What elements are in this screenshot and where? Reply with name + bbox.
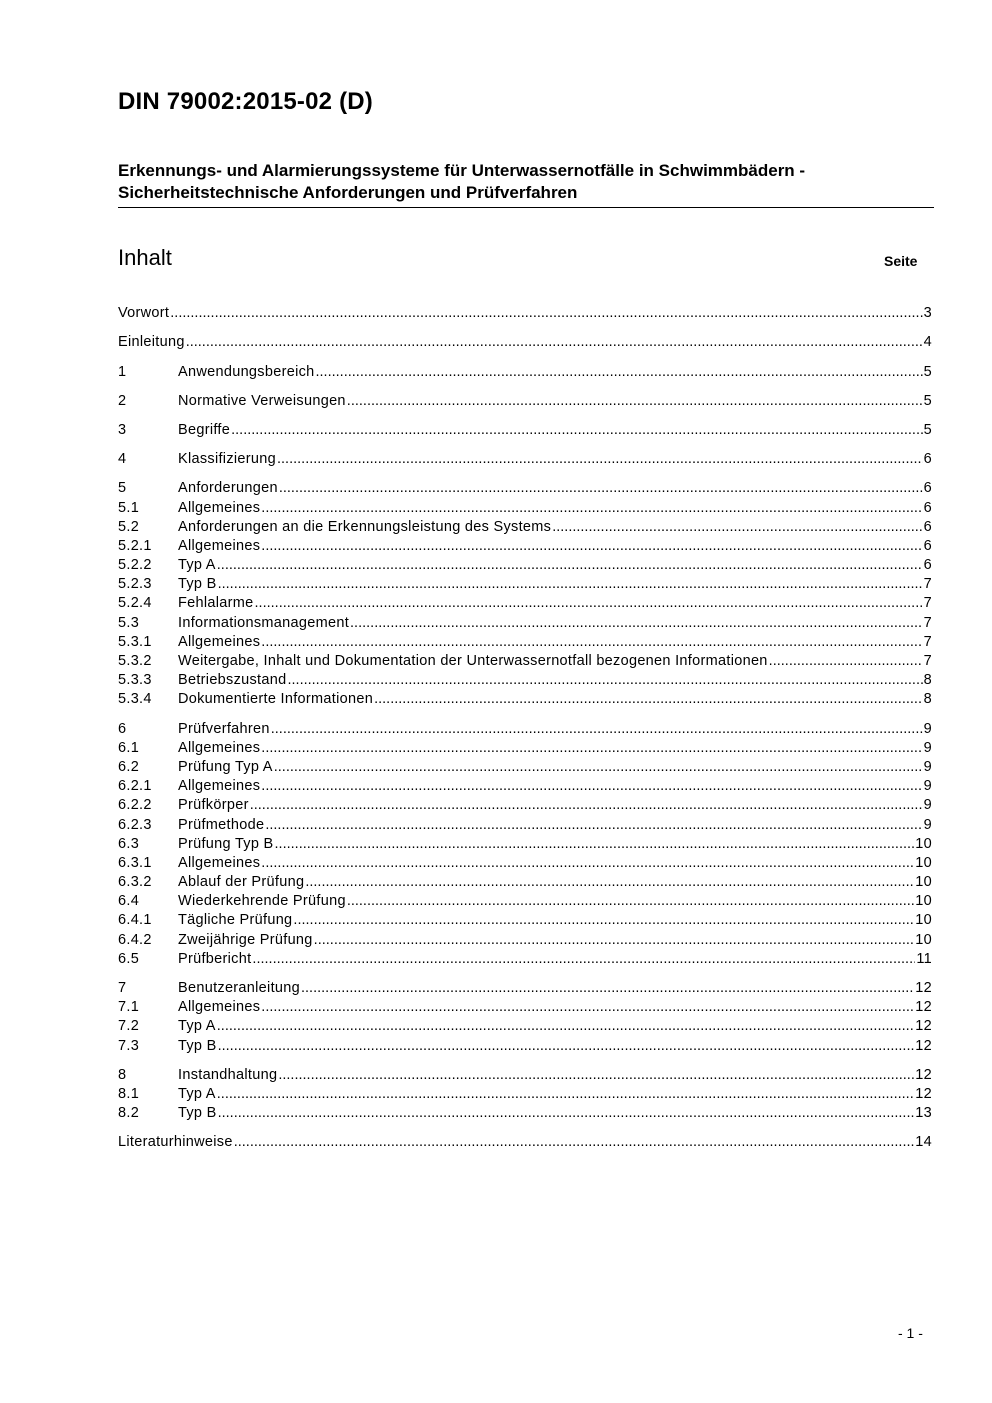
toc-entry[interactable] bbox=[118, 496, 932, 515]
toc-entry[interactable] bbox=[118, 573, 932, 592]
toc-entry-number: 6.2.2 bbox=[118, 797, 152, 814]
toc-entry[interactable] bbox=[118, 688, 932, 707]
toc-entry[interactable] bbox=[118, 775, 932, 794]
toc-entry-page: 6 bbox=[923, 518, 932, 535]
toc-entry-page: 12 bbox=[915, 999, 932, 1016]
toc-entry-page: 9 bbox=[923, 758, 932, 775]
toc-entry-number: 7.3 bbox=[118, 1037, 140, 1054]
toc-entry[interactable] bbox=[118, 419, 932, 438]
toc-dot-leader bbox=[261, 778, 922, 794]
toc-dot-leader bbox=[275, 836, 915, 852]
toc-dot-leader bbox=[261, 855, 914, 871]
toc-entry-title: Allgemeines bbox=[178, 999, 261, 1016]
toc-entry-number: 7.2 bbox=[118, 1018, 140, 1035]
toc-entry-number: 6.2.1 bbox=[118, 778, 152, 795]
toc-entry-number: 6.5 bbox=[118, 950, 140, 967]
toc-entry[interactable] bbox=[118, 871, 932, 890]
toc-entry-number: 7.1 bbox=[118, 999, 140, 1016]
toc-entry-number: 5.3.4 bbox=[118, 691, 152, 708]
toc-entry-title: Prüfung Typ B bbox=[178, 835, 274, 852]
toc-entry-page: 12 bbox=[915, 1018, 932, 1035]
toc-entry-title: Allgemeines bbox=[178, 633, 261, 650]
toc-entry[interactable] bbox=[118, 477, 932, 496]
toc-dot-leader bbox=[231, 422, 923, 438]
toc-entry-number: 6.4 bbox=[118, 893, 140, 910]
toc-dot-leader bbox=[261, 634, 922, 650]
toc-entry-number: 4 bbox=[118, 451, 127, 468]
toc-entry[interactable] bbox=[118, 996, 932, 1015]
toc-entry[interactable] bbox=[118, 756, 932, 775]
toc-entry-title: Normative Verweisungen bbox=[178, 392, 346, 409]
toc-dot-leader bbox=[305, 874, 914, 890]
document-title-line-1: Erkennungs- und Alarmierungssysteme für Unterwassernotfälle in Schwimmbädern - bbox=[118, 161, 806, 180]
toc-dot-leader bbox=[250, 797, 923, 813]
toc-entry-page: 8 bbox=[923, 672, 932, 689]
toc-entry-page: 10 bbox=[915, 893, 932, 910]
toc-entry-page: 10 bbox=[915, 874, 932, 891]
toc-entry-title: Weitergabe, Inhalt und Dokumentation der Unterwassernotfall bezogenen Informationen bbox=[178, 653, 768, 669]
toc-entry[interactable] bbox=[118, 448, 932, 467]
toc-dot-leader bbox=[274, 759, 923, 775]
toc-entry-title: Ablauf der Prüfung bbox=[178, 874, 305, 891]
toc-entry-title: Benutzeranleitung bbox=[178, 980, 300, 996]
toc-entry-number: 5.3 bbox=[118, 614, 140, 631]
toc-dot-leader bbox=[271, 721, 923, 737]
toc-entry-number: 5.2.3 bbox=[118, 576, 152, 593]
toc-dot-leader bbox=[374, 691, 923, 707]
toc-entry-page: 12 bbox=[915, 1037, 932, 1054]
toc-dot-leader bbox=[314, 932, 915, 948]
toc-dot-leader bbox=[277, 451, 923, 467]
toc-dot-leader bbox=[347, 393, 923, 409]
document-title bbox=[118, 160, 934, 208]
toc-entry-title: Fehlalarme bbox=[178, 595, 254, 612]
toc-entry[interactable] bbox=[118, 948, 932, 967]
toc-entry-page: 7 bbox=[923, 633, 932, 650]
toc-entry-title: Prüfung Typ A bbox=[178, 758, 273, 775]
toc-dot-leader bbox=[279, 480, 923, 496]
toc-entry-title: Klassifizierung bbox=[178, 451, 276, 468]
toc-entry-page: 13 bbox=[915, 1105, 932, 1122]
toc-entry-number: 5.2.2 bbox=[118, 557, 152, 574]
toc-entry[interactable] bbox=[118, 554, 932, 573]
toc-entry-number: 2 bbox=[118, 392, 127, 409]
toc-entry[interactable] bbox=[118, 1015, 932, 1034]
toc-dot-leader bbox=[316, 364, 923, 380]
toc-dot-leader bbox=[347, 893, 914, 909]
toc-entry-title: Tägliche Prüfung bbox=[178, 912, 293, 929]
toc-entry-title: Allgemeines bbox=[178, 537, 261, 554]
toc-entry[interactable] bbox=[118, 650, 932, 669]
document-title-line-2: Sicherheitstechnische Anforderungen und Prüfverfahren bbox=[118, 183, 578, 202]
toc-entry-number: 6.3.1 bbox=[118, 854, 152, 871]
toc-entry-page: 9 bbox=[923, 720, 932, 737]
toc-dot-leader bbox=[261, 999, 914, 1015]
toc-entry[interactable] bbox=[118, 928, 932, 947]
toc-dot-leader bbox=[186, 334, 923, 350]
toc-dot-leader bbox=[218, 576, 923, 592]
toc-entry-page: 10 bbox=[915, 835, 932, 852]
toc-dot-leader bbox=[265, 817, 922, 833]
toc-entry-title: Typ A bbox=[178, 557, 216, 574]
toc-entry-title: Anwendungsbereich bbox=[178, 363, 315, 380]
toc-entry-number: 7 bbox=[118, 980, 127, 996]
toc-entry-page: 9 bbox=[923, 778, 932, 795]
toc-entry-title: Anforderungen an die Erkennungsleistung des Systems bbox=[178, 518, 552, 535]
toc-entry-page: 11 bbox=[916, 950, 932, 967]
toc-entry-number: 6.3.2 bbox=[118, 874, 152, 891]
toc-dot-leader bbox=[261, 538, 922, 554]
toc-entry-title: Informationsmanagement bbox=[178, 614, 350, 631]
toc-entry-page: 12 bbox=[915, 1085, 932, 1102]
toc-entry-title: Allgemeines bbox=[178, 854, 261, 871]
toc-entry-page: 7 bbox=[923, 576, 932, 593]
toc-entry-number: 6.2.3 bbox=[118, 816, 152, 833]
toc-entry[interactable] bbox=[118, 1131, 932, 1150]
toc-entry-number: 6.4.1 bbox=[118, 912, 152, 929]
toc-entry[interactable] bbox=[118, 909, 932, 928]
toc-entry-page: 7 bbox=[923, 614, 932, 631]
toc-entry-title: Typ B bbox=[178, 576, 217, 593]
toc-entry-page: 10 bbox=[915, 912, 932, 929]
toc-entry[interactable] bbox=[118, 833, 932, 852]
toc-entry-page: 6 bbox=[923, 557, 932, 574]
toc-entry-number: 5.2.4 bbox=[118, 595, 152, 612]
toc-entry-title: Prüfverfahren bbox=[178, 720, 270, 737]
toc-entry-title: Zweijährige Prüfung bbox=[178, 931, 313, 948]
toc-entry-page: 9 bbox=[923, 739, 932, 756]
toc-entry-number: 5.3.2 bbox=[118, 653, 152, 669]
toc-entry[interactable] bbox=[118, 1034, 932, 1053]
toc-entry[interactable] bbox=[118, 611, 932, 630]
page-number: - 1 - bbox=[898, 1325, 923, 1341]
toc-entry[interactable] bbox=[118, 360, 932, 379]
toc-entry-page: 5 bbox=[923, 363, 932, 380]
toc-entry-page: 6 bbox=[923, 499, 932, 516]
toc-entry-title: Begriffe bbox=[178, 421, 231, 438]
toc-entry-title: Betriebszustand bbox=[178, 672, 287, 689]
toc-entry-title: Vorwort bbox=[118, 305, 170, 322]
toc-entry-number: 6.2 bbox=[118, 758, 140, 775]
toc-entry-title: Wiederkehrende Prüfung bbox=[178, 893, 346, 910]
table-of-contents bbox=[118, 302, 932, 1150]
toc-entry-number: 6.1 bbox=[118, 739, 140, 756]
toc-dot-leader bbox=[287, 672, 922, 688]
toc-entry[interactable] bbox=[118, 1102, 932, 1121]
toc-entry-page: 5 bbox=[923, 392, 932, 409]
toc-entry-title: Prüfkörper bbox=[178, 797, 249, 814]
toc-entry-page: 7 bbox=[923, 595, 932, 612]
toc-entry-number: 5.2.1 bbox=[118, 537, 152, 554]
toc-entry-page: 10 bbox=[915, 854, 932, 871]
toc-entry-page: 10 bbox=[915, 931, 932, 948]
toc-entry-title: Dokumentierte Informationen bbox=[178, 691, 374, 708]
toc-entry-title: Allgemeines bbox=[178, 739, 261, 756]
toc-entry-page: 12 bbox=[915, 980, 932, 996]
toc-entry-title: Prüfmethode bbox=[178, 816, 265, 833]
toc-entry-number: 6.4.2 bbox=[118, 931, 152, 948]
document-id: DIN 79002:2015-02 (D) bbox=[118, 88, 373, 115]
toc-entry-title: Einleitung bbox=[118, 334, 185, 351]
toc-entry[interactable] bbox=[118, 302, 932, 321]
toc-entry[interactable] bbox=[118, 794, 932, 813]
toc-entry-title: Instandhaltung bbox=[178, 1066, 278, 1083]
toc-entry-title: Typ A bbox=[178, 1018, 216, 1035]
toc-dot-leader bbox=[278, 1067, 914, 1083]
toc-entry-title: Typ B bbox=[178, 1105, 217, 1122]
toc-dot-leader bbox=[261, 500, 922, 516]
toc-heading: Inhalt bbox=[118, 245, 172, 270]
toc-entry[interactable] bbox=[118, 890, 932, 909]
toc-dot-leader bbox=[552, 519, 922, 535]
toc-entry-title: Allgemeines bbox=[178, 499, 261, 516]
toc-entry-number: 5.2 bbox=[118, 518, 140, 535]
toc-entry[interactable] bbox=[118, 592, 932, 611]
toc-dot-leader bbox=[218, 1038, 915, 1054]
toc-dot-leader bbox=[255, 595, 923, 611]
toc-entry-number: 5 bbox=[118, 480, 127, 497]
toc-dot-leader bbox=[218, 1105, 915, 1121]
toc-entry-number: 6 bbox=[118, 720, 127, 737]
toc-entry-page: 5 bbox=[923, 421, 932, 438]
toc-entry-number: 5.3.1 bbox=[118, 633, 152, 650]
toc-entry[interactable] bbox=[118, 631, 932, 650]
toc-entry[interactable] bbox=[118, 717, 932, 736]
toc-dot-leader bbox=[769, 653, 923, 669]
toc-entry-number: 8.1 bbox=[118, 1085, 140, 1102]
toc-entry-title: Typ B bbox=[178, 1037, 217, 1054]
toc-entry-page: 6 bbox=[923, 451, 932, 468]
toc-entry[interactable] bbox=[118, 813, 932, 832]
toc-entry[interactable] bbox=[118, 331, 932, 350]
toc-dot-leader bbox=[252, 951, 915, 967]
toc-entry-title: Literaturhinweise bbox=[118, 1134, 233, 1151]
toc-entry-page: 7 bbox=[923, 653, 932, 669]
toc-page-column-label: Seite bbox=[884, 253, 918, 269]
toc-entry-page: 8 bbox=[923, 691, 932, 708]
toc-dot-leader bbox=[217, 557, 923, 573]
toc-entry[interactable] bbox=[118, 535, 932, 554]
toc-dot-leader bbox=[301, 980, 914, 996]
toc-entry-number: 8.2 bbox=[118, 1105, 140, 1122]
toc-entry[interactable] bbox=[118, 1064, 932, 1083]
toc-entry-page: 6 bbox=[923, 480, 932, 497]
toc-dot-leader bbox=[261, 740, 922, 756]
toc-entry-page: 6 bbox=[923, 537, 932, 554]
toc-entry-page: 4 bbox=[923, 334, 932, 351]
toc-entry-number: 8 bbox=[118, 1066, 127, 1083]
toc-entry-page: 14 bbox=[915, 1134, 932, 1151]
toc-dot-leader bbox=[293, 912, 914, 928]
toc-dot-leader bbox=[170, 305, 922, 321]
toc-entry-title: Anforderungen bbox=[178, 480, 278, 497]
toc-entry[interactable] bbox=[118, 669, 932, 688]
toc-entry-title: Prüfbericht bbox=[178, 950, 252, 967]
toc-entry-page: 9 bbox=[923, 816, 932, 833]
toc-entry[interactable] bbox=[118, 516, 932, 535]
toc-entry-page: 12 bbox=[915, 1066, 932, 1083]
toc-dot-leader bbox=[234, 1134, 915, 1150]
toc-entry[interactable] bbox=[118, 852, 932, 871]
toc-dot-leader bbox=[350, 615, 923, 631]
toc-entry[interactable] bbox=[118, 737, 932, 756]
toc-entry[interactable] bbox=[118, 1083, 932, 1102]
toc-dot-leader bbox=[217, 1018, 914, 1034]
toc-entry-page: 3 bbox=[923, 305, 932, 322]
toc-entry-number: 5.1 bbox=[118, 499, 140, 516]
toc-dot-leader bbox=[217, 1086, 914, 1102]
toc-entry-title: Typ A bbox=[178, 1085, 216, 1102]
toc-entry-number: 6.3 bbox=[118, 835, 140, 852]
toc-entry-number: 3 bbox=[118, 421, 127, 438]
toc-entry-page: 9 bbox=[923, 797, 932, 814]
toc-entry[interactable] bbox=[118, 977, 932, 996]
toc-entry-number: 1 bbox=[118, 363, 127, 380]
toc-entry-title: Allgemeines bbox=[178, 778, 261, 795]
toc-entry[interactable] bbox=[118, 390, 932, 409]
toc-entry-number: 5.3.3 bbox=[118, 672, 152, 689]
